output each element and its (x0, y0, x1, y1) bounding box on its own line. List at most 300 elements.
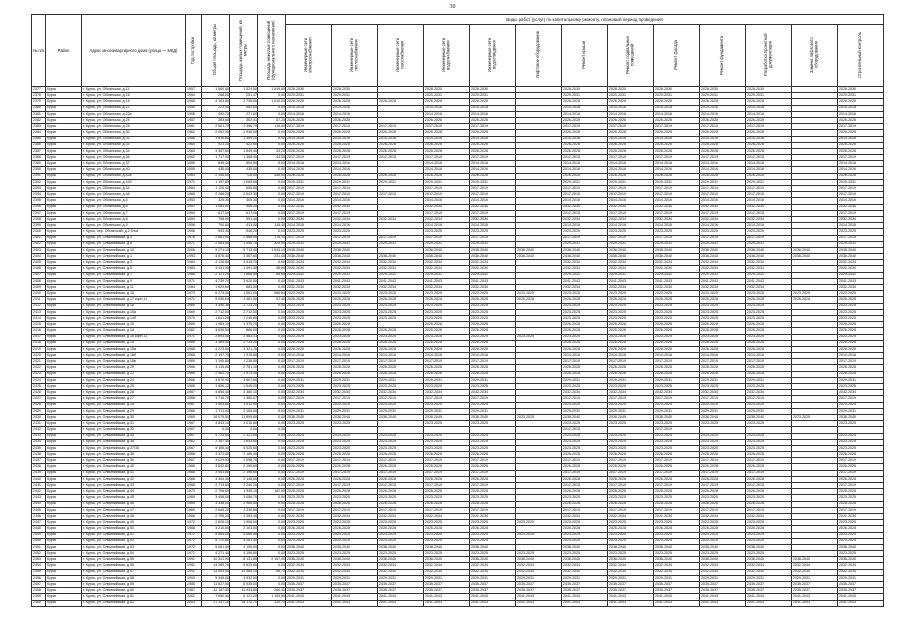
cell-work-period: 2014-2016 (562, 353, 608, 359)
cell-work-period: 2017-2019 (654, 192, 700, 198)
cell-number: 2385 (32, 136, 46, 142)
cell-work-period: 2026-2028 (608, 322, 654, 328)
cell-work-period: 2041-2043 (654, 594, 700, 600)
cell-work-period: 2017-2019 (700, 155, 746, 161)
cell-work-period: 2023-2025 (746, 439, 792, 445)
cell-year: 1962 (186, 155, 202, 161)
cell-work-period: 2038-2040 (700, 247, 746, 253)
cell-number: 2391 (32, 173, 46, 179)
cell-total-area: 3 387,60 (202, 148, 230, 154)
cell-year: 1968 (186, 396, 202, 402)
cell-work-period: 2023-2025 (562, 532, 608, 538)
cell-nonliving-area: 66,80 (258, 272, 286, 278)
cell-work-period: 2023-2025 (700, 229, 746, 235)
cell-work-period: 2017-2019 (838, 235, 884, 241)
cell-work-period: 2026-2028 (332, 501, 378, 507)
cell-work-period: 2014-2016 (470, 105, 516, 111)
cell-work-period: 2026-2028 (654, 365, 700, 371)
cell-work-period: 2014-2016 (378, 136, 424, 142)
cell-work-period: 2032-2034 (838, 569, 884, 575)
cell-year: 1954 (186, 93, 202, 99)
cell-work-period: 2032-2034 (700, 563, 746, 569)
cell-address: г. Курск, ул. Олимпийская, д.20 (82, 365, 186, 371)
cell-address: г. Курск, ул. Олимпийская, д.18б (82, 353, 186, 359)
cell-work-period: 2028-2030 (746, 87, 792, 93)
cell-work-period: 2032-2034 (470, 513, 516, 519)
cell-number: 2406 (32, 266, 46, 272)
cell-work-period: 2023-2025 (516, 520, 562, 526)
cell-address: г. Курск, ул. Олимпийская, д.43 (82, 483, 186, 489)
cell-work-period: 2026-2028 (838, 452, 884, 458)
cell-work-period: 2038-2040 (286, 247, 332, 253)
cell-district: Курск (46, 254, 82, 260)
cell-work-period: 2023-2025 (562, 439, 608, 445)
cell-work-period: 2017-2019 (608, 396, 654, 402)
cell-living-area: 617,00 (230, 210, 258, 216)
cell-work-period: 2014-2016 (470, 111, 516, 117)
cell-work-period: 2014-2016 (286, 111, 332, 117)
cell-work-period: 2017-2019 (332, 458, 378, 464)
cell-work-period: 2026-2028 (700, 173, 746, 179)
cell-nonliving-area: 0,00 (258, 334, 286, 340)
cell-number: 2424 (32, 377, 46, 383)
cell-total-area: 3 336,20 (202, 501, 230, 507)
cell-nonliving-area: 260,30 (258, 588, 286, 594)
cell-total-area: 4 163,80 (202, 99, 230, 105)
cell-year: 1973 (186, 489, 202, 495)
cell-work-period: 2014-2016 (286, 353, 332, 359)
cell-work-period: 2023-2025 (424, 421, 470, 427)
cell-number: 2407 (32, 272, 46, 278)
cell-work-period: 2023-2025 (838, 384, 884, 390)
cell-year: 1965 (186, 371, 202, 377)
cell-nonliving-area: 0,00 (258, 452, 286, 458)
cell-number: 2459 (32, 594, 46, 600)
cell-work-period: 2017-2019 (332, 192, 378, 198)
cell-address: г. Курск, ул. Олимпийская, д.3 (82, 260, 186, 266)
cell-living-area: 4 190,00 (230, 544, 258, 550)
cell-work-period: 2023-2025 (562, 384, 608, 390)
cell-work-period: 2026-2028 (424, 130, 470, 136)
cell-work-period: 2014-2016 (654, 198, 700, 204)
cell-nonliving-area: 0,00 (258, 464, 286, 470)
cell-district: Курск (46, 198, 82, 204)
cell-work-period: 2032-2034 (700, 266, 746, 272)
cell-living-area: 2 985,00 (230, 501, 258, 507)
cell-work-period: 2023-2025 (332, 402, 378, 408)
cell-work-period: 2026-2028 (378, 464, 424, 470)
cell-work-period: 2014-2016 (424, 136, 470, 142)
cell-work-period: 2017-2019 (332, 470, 378, 476)
cell-work-period: 2029-2031 (838, 179, 884, 185)
cell-nonliving-area: 1 163,50 (258, 594, 286, 600)
cell-nonliving-area: 0,00 (258, 192, 286, 198)
cell-work-period: 2026-2028 (470, 476, 516, 482)
cell-work-period: 2017-2019 (470, 359, 516, 365)
cell-year: 1971 (186, 241, 202, 247)
cell-work-period: 2023-2025 (562, 315, 608, 321)
cell-work-period: 2026-2028 (700, 340, 746, 346)
header-work-8 (654, 25, 700, 87)
cell-work-period: 2038-2040 (792, 254, 838, 260)
cell-work-period: 2014-2016 (654, 353, 700, 359)
cell-work-period: 2029-2031 (286, 241, 332, 247)
cell-work-period: 2017-2019 (746, 396, 792, 402)
cell-work-period: 2032-2034 (562, 260, 608, 266)
cell-address: г. Курск, ул. Обоянская, д.8 (82, 216, 186, 222)
cell-district: Курск (46, 148, 82, 154)
cell-address: г. Курск, ул. Олимпийская, д.10 (82, 247, 186, 253)
cell-work-period: 2017-2019 (562, 427, 608, 433)
cell-work-period: 2017-2019 (378, 155, 424, 161)
cell-work-period: 2026-2028 (700, 322, 746, 328)
cell-work-period: 2038-2040 (378, 254, 424, 260)
table-body (32, 87, 884, 607)
cell-total-area: 1 157,80 (202, 179, 230, 185)
cell-work-period: 2032-2034 (700, 390, 746, 396)
cell-work-period: 2026-2028 (470, 365, 516, 371)
cell-work-period: 2026-2028 (470, 464, 516, 470)
cell-total-area: 1 856,12 (202, 384, 230, 390)
cell-work-period: 2014-2016 (838, 353, 884, 359)
cell-work-period: 2023-2025 (700, 291, 746, 297)
header-year (186, 15, 202, 87)
cell-work-period: 2023-2025 (746, 532, 792, 538)
cell-district: Курск (46, 328, 82, 334)
cell-total-area: 3 451,80 (202, 470, 230, 476)
cell-work-period: 2038-2040 (470, 414, 516, 420)
cell-address: г. Курск, ул. Олимпийская, д.28 (82, 402, 186, 408)
cell-work-period: 2038-2040 (286, 414, 332, 420)
cell-work-period: 2023-2025 (470, 495, 516, 501)
header-work-11 (792, 25, 838, 87)
cell-work-period: 2026-2028 (424, 142, 470, 148)
cell-work-period: 2029-2031 (838, 93, 884, 99)
cell-district: Курск (46, 408, 82, 414)
cell-address: г. Курск, ул. Олимпийская, д.53 (82, 544, 186, 550)
cell-work-period: 2026-2028 (838, 489, 884, 495)
cell-work-period: 2026-2028 (470, 322, 516, 328)
cell-work-period: 2028-2030 (424, 87, 470, 93)
cell-work-period: 2023-2025 (424, 334, 470, 340)
cell-work-period: 2029-2031 (562, 575, 608, 581)
cell-district: Курск (46, 414, 82, 420)
cell-work-period: 2032-2034 (562, 569, 608, 575)
cell-work-period: 2029-2031 (608, 179, 654, 185)
cell-work-period: 2017-2019 (562, 359, 608, 365)
cell-district: Курск (46, 458, 82, 464)
cell-work-period: 2035-2037 (516, 588, 562, 594)
cell-work-period: 2029-2031 (286, 408, 332, 414)
cell-total-area: 3 493,80 (202, 402, 230, 408)
cell-work-period: 2014-2016 (608, 136, 654, 142)
cell-work-period: 2029-2031 (700, 179, 746, 185)
cell-year: 1953 (186, 198, 202, 204)
cell-work-period: 2023-2025 (516, 291, 562, 297)
cell-work-period: 2026-2028 (654, 501, 700, 507)
cell-nonliving-area: 0,00 (258, 229, 286, 235)
cell-work-period: 2029-2031 (700, 575, 746, 581)
cell-district: Курск (46, 340, 82, 346)
cell-work-period: 2017-2019 (562, 483, 608, 489)
cell-work-period: 2014-2016 (700, 136, 746, 142)
cell-address: г. Курск, ул. Обоянская, д.5 (82, 198, 186, 204)
cell-total-area: 3 369,90 (202, 340, 230, 346)
cell-work-period: 2023-2025 (608, 229, 654, 235)
cell-nonliving-area: 43,20 (258, 148, 286, 154)
cell-work-period: 2029-2031 (332, 93, 378, 99)
cell-work-period: 2017-2019 (838, 483, 884, 489)
cell-work-period: 2014-2016 (838, 111, 884, 117)
cell-year: 1966 (186, 377, 202, 383)
cell-work-period: 2026-2028 (286, 340, 332, 346)
cell-work-period: 2017-2019 (700, 483, 746, 489)
cell-work-period: 2038-2040 (332, 414, 378, 420)
cell-work-period: 2023-2025 (286, 520, 332, 526)
cell-work-period: 2032-2034 (286, 266, 332, 272)
cell-work-period: 2026-2028 (654, 452, 700, 458)
cell-district: Курск (46, 303, 82, 309)
cell-nonliving-area: 0,00 (258, 551, 286, 557)
cell-number: 2378 (32, 93, 46, 99)
cell-work-period: 2017-2019 (746, 192, 792, 198)
cell-work-period: 2023-2025 (746, 551, 792, 557)
cell-work-period: 2017-2019 (654, 155, 700, 161)
cell-year: 1969 (186, 507, 202, 513)
cell-work-period: 2032-2034 (608, 260, 654, 266)
cell-work-period: 2026-2028 (838, 476, 884, 482)
cell-work-period: 2023-2025 (470, 384, 516, 390)
cell-number: 2450 (32, 538, 46, 544)
cell-work-period: 2038-2040 (838, 557, 884, 563)
cell-total-area: 1 560,50 (202, 87, 230, 93)
cell-work-period: 2023-2025 (516, 532, 562, 538)
cell-nonliving-area: 0,00 (258, 359, 286, 365)
cell-work-period: 2026-2028 (424, 148, 470, 154)
cell-address: г. Курск, ул. Олимпийская, д.57 (82, 569, 186, 575)
cell-number: 2417 (32, 334, 46, 340)
cell-work-period: 2026-2028 (700, 130, 746, 136)
cell-work-period: 2023-2025 (424, 532, 470, 538)
cell-work-period: 2023-2025 (332, 439, 378, 445)
cell-work-period: 2023-2025 (700, 303, 746, 309)
cell-work-period: 2038-2040 (654, 414, 700, 420)
cell-work-period: 2017-2019 (332, 124, 378, 130)
cell-work-period: 2032-2034 (470, 266, 516, 272)
cell-work-period: 2035-2037 (470, 582, 516, 588)
cell-work-period: 2023-2025 (332, 520, 378, 526)
cell-work-period: 2035-2037 (700, 582, 746, 588)
cell-work-period: 2026-2028 (562, 452, 608, 458)
cell-work-period: 2023-2025 (608, 309, 654, 315)
cell-living-area: 0,00 (230, 427, 258, 433)
header-work-label: Разработка проектной документации (762, 33, 773, 77)
cell-work-period: 2023-2025 (470, 433, 516, 439)
cell-work-period: 2026-2028 (562, 464, 608, 470)
cell-year: 1991 (186, 563, 202, 569)
cell-address: г. Курск, ул. Олимпийская, д.27 (82, 396, 186, 402)
cell-nonliving-area: 0,00 (258, 458, 286, 464)
cell-work-period: 2028-2030 (838, 87, 884, 93)
cell-total-area: 383,60 (202, 117, 230, 123)
cell-work-period: 2023-2025 (332, 551, 378, 557)
cell-work-period: 2026-2028 (838, 328, 884, 334)
cell-living-area: 726,00 (230, 173, 258, 179)
cell-number: 2453 (32, 557, 46, 563)
cell-number: 2408 (32, 278, 46, 284)
cell-work-period: 2032-2034 (378, 266, 424, 272)
cell-address: г. Курск, ул. Олимпийская, д.16 (82, 328, 186, 334)
cell-district: Курск (46, 179, 82, 185)
cell-work-period: 2017-2019 (424, 470, 470, 476)
cell-living-area: 3 867,60 (230, 377, 258, 383)
cell-work-period: 2029-2031 (424, 408, 470, 414)
cell-total-area: 2 157,40 (202, 439, 230, 445)
cell-district: Курск (46, 582, 82, 588)
cell-total-area: 2 795,20 (202, 513, 230, 519)
cell-work-period: 2014-2016 (286, 167, 332, 173)
cell-work-period: 2014-2016 (746, 353, 792, 359)
cell-work-period: 2026-2028 (746, 501, 792, 507)
cell-work-period: 2023-2025 (378, 315, 424, 321)
cell-work-period: 2026-2028 (562, 117, 608, 123)
cell-work-period: 2029-2031 (424, 179, 470, 185)
cell-work-period: 2032-2034 (654, 513, 700, 519)
cell-work-period: 2014-2016 (700, 111, 746, 117)
cell-work-period: 2026-2028 (424, 328, 470, 334)
cell-work-period: 2026-2028 (700, 148, 746, 154)
cell-year: 1973 (186, 291, 202, 297)
cell-address: г. Курск, ул. Олимпийская, д.6 (82, 241, 186, 247)
cell-work-period: 2026-2028 (700, 142, 746, 148)
cell-work-period: 2026-2028 (608, 328, 654, 334)
cell-number: 2415 (32, 322, 46, 328)
cell-nonliving-area: 38,60 (258, 266, 286, 272)
cell-work-period: 2014-2016 (470, 167, 516, 173)
cell-work-period: 2029-2031 (562, 179, 608, 185)
header-address: Адрес многоквартирного дома (улица — МКД) (82, 15, 186, 87)
cell-work-period: 2017-2019 (838, 210, 884, 216)
cell-work-period: 2023-2025 (838, 551, 884, 557)
cell-work-period: 2017-2019 (746, 155, 792, 161)
cell-district: Курск (46, 452, 82, 458)
cell-work-period: 2017-2019 (746, 124, 792, 130)
cell-number: 2457 (32, 582, 46, 588)
cell-work-period: 2032-2034 (424, 266, 470, 272)
cell-nonliving-area: 0,00 (258, 210, 286, 216)
cell-work-period: 2032-2034 (562, 563, 608, 569)
cell-year: 1957 (186, 117, 202, 123)
cell-work-period: 2032-2034 (516, 569, 562, 575)
cell-work-period: 2026-2028 (700, 489, 746, 495)
cell-work-period: 2017-2019 (838, 186, 884, 192)
cell-work-period: 2026-2028 (562, 526, 608, 532)
cell-work-period: 2023-2025 (838, 291, 884, 297)
cell-year: 1972 (186, 538, 202, 544)
cell-work-period: 2026-2028 (746, 452, 792, 458)
cell-work-period: 2032-2034 (654, 260, 700, 266)
cell-nonliving-area: 44,50 (258, 155, 286, 161)
cell-work-period: 2026-2028 (562, 297, 608, 303)
cell-total-area: 13 593,00 (202, 569, 230, 575)
cell-year: 1971 (186, 179, 202, 185)
cell-work-period: 2023-2025 (700, 334, 746, 340)
cell-number: 2444 (32, 501, 46, 507)
cell-work-period: 2026-2028 (838, 371, 884, 377)
cell-work-period: 2017-2019 (654, 458, 700, 464)
cell-work-period: 2026-2028 (332, 340, 378, 346)
cell-work-period: 2038-2040 (424, 544, 470, 550)
cell-work-period: 2035-2037 (608, 588, 654, 594)
cell-work-period: 2023-2025 (286, 495, 332, 501)
cell-work-period: 2023-2025 (516, 334, 562, 340)
cell-work-period: 2041-2043 (746, 600, 792, 606)
cell-nonliving-area: 0,00 (258, 470, 286, 476)
cell-work-period: 2023-2025 (700, 309, 746, 315)
cell-work-period: 2041-2043 (562, 600, 608, 606)
cell-work-period: 2026-2028 (286, 464, 332, 470)
cell-living-area: 2 701,10 (230, 365, 258, 371)
cell-total-area: 1 641,20 (202, 315, 230, 321)
cell-work-period: 2023-2025 (332, 291, 378, 297)
cell-work-period: 2014-2016 (608, 105, 654, 111)
cell-work-period: 2029-2031 (332, 179, 378, 185)
cell-number: 2383 (32, 124, 46, 130)
cell-work-period: 2026-2028 (608, 117, 654, 123)
cell-work-period: 2029-2031 (378, 272, 424, 278)
cell-year: 2002 (186, 594, 202, 600)
cell-work-period: 2032-2034 (746, 390, 792, 396)
cell-total-area: 617,00 (202, 210, 230, 216)
cell-work-period: 2029-2031 (746, 93, 792, 99)
cell-living-area: 1 974,30 (230, 371, 258, 377)
cell-work-period: 2028-2030 (332, 87, 378, 93)
cell-district: Курск (46, 285, 82, 291)
cell-work-period: 2028-2030 (470, 87, 516, 93)
cell-district: Курск (46, 167, 82, 173)
cell-work-period: 2023-2025 (700, 538, 746, 544)
cell-work-period: 2029-2031 (470, 93, 516, 99)
cell-work-period: 2023-2025 (470, 520, 516, 526)
cell-address: г. Курск, ул. Олимпийская, д.15 (82, 322, 186, 328)
cell-work-period: 2029-2031 (470, 408, 516, 414)
cell-work-period: 2023-2025 (332, 229, 378, 235)
cell-work-period: 2032-2034 (608, 569, 654, 575)
cell-work-period: 2023-2025 (608, 445, 654, 451)
cell-address: г. Курск, ул. Олимпийская, д.16 корп.11 (82, 334, 186, 340)
cell-address: г. Курск, ул. Олимпийская, д.32 (82, 427, 186, 433)
cell-district: Курск (46, 483, 82, 489)
cell-work-period: 2026-2028 (562, 501, 608, 507)
cell-work-period: 2032-2034 (700, 285, 746, 291)
header-work-label: Ремонт фундамента (719, 35, 725, 75)
header-work-label: Инженерные сети газоснабжения (394, 38, 405, 72)
cell-work-period: 2023-2025 (746, 309, 792, 315)
cell-work-period: 2029-2031 (700, 377, 746, 383)
cell-work-period: 2032-2034 (332, 513, 378, 519)
cell-work-period: 2029-2031 (608, 272, 654, 278)
cell-work-period: 2026-2028 (286, 452, 332, 458)
cell-work-period: 2026-2028 (332, 452, 378, 458)
cell-work-period: 2029-2031 (562, 241, 608, 247)
cell-nonliving-area: 0,00 (258, 285, 286, 291)
cell-work-period: 2026-2028 (654, 526, 700, 532)
cell-year: 1967 (186, 433, 202, 439)
cell-work-period: 2017-2019 (286, 507, 332, 513)
cell-work-period: 2014-2016 (332, 111, 378, 117)
cell-work-period: 2023-2025 (286, 538, 332, 544)
cell-work-period: 2017-2019 (424, 192, 470, 198)
